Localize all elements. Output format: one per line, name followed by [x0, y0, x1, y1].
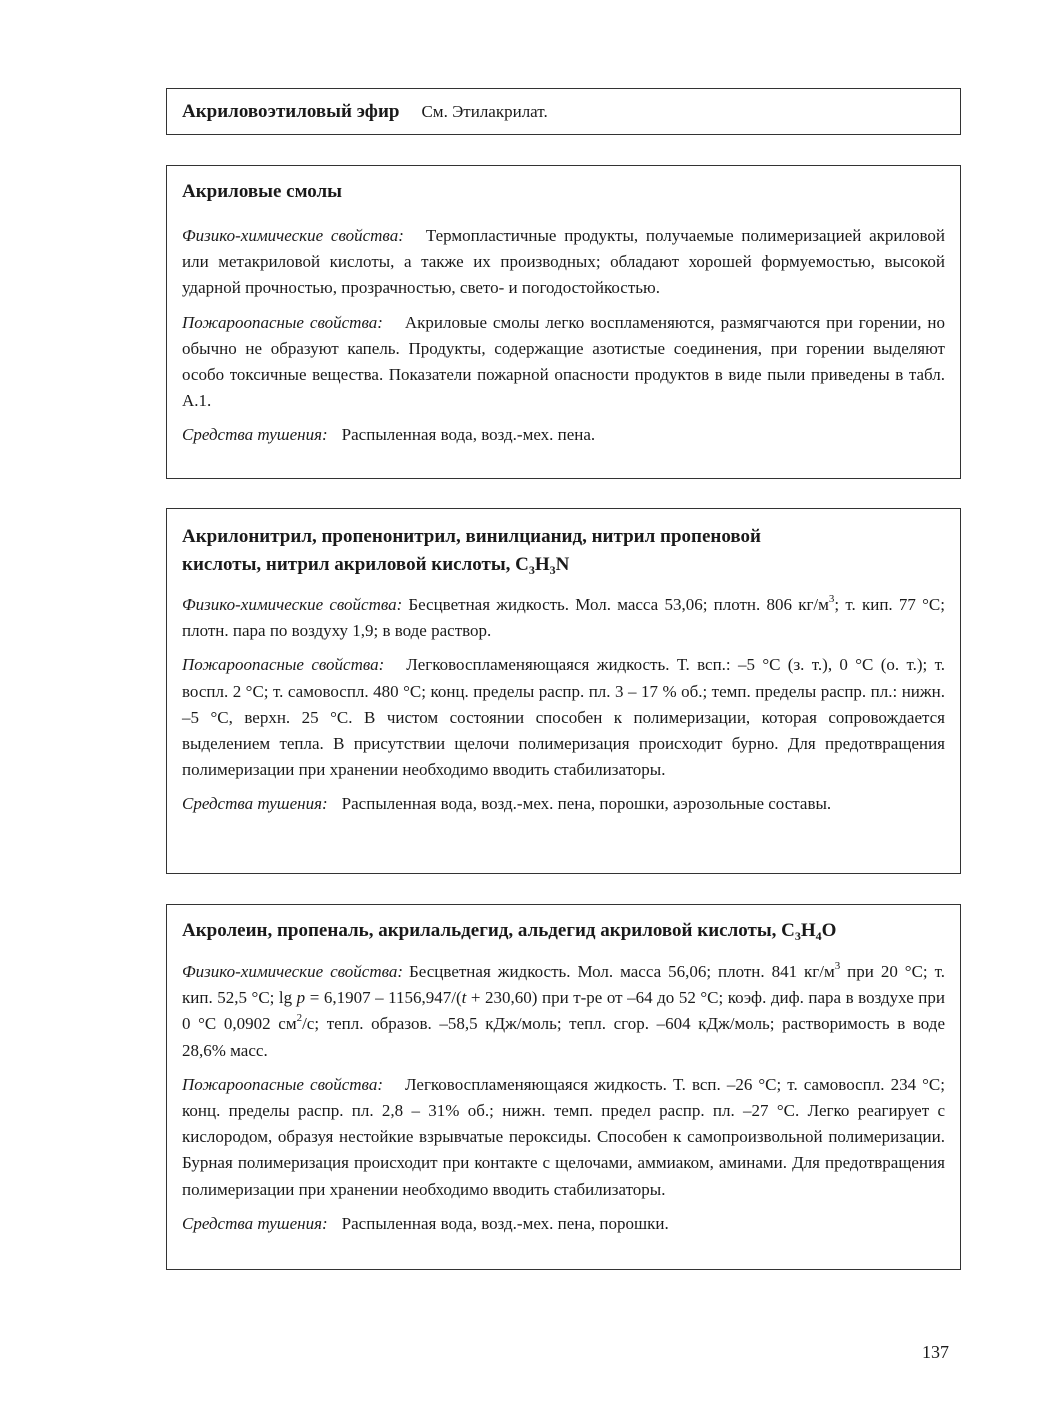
physchem-paragraph: [182, 592, 945, 644]
formula-subscript: 3: [794, 929, 801, 943]
physchem-label: Физико-химические свойства:: [182, 962, 404, 981]
extinguishing-label: Средства тушения:: [182, 425, 328, 445]
entry-acrolein: [166, 904, 961, 1270]
physchem-label: Физико-химические свойства:: [182, 595, 403, 614]
formula-subscript: 4: [815, 929, 822, 943]
fire-hazard-label: Пожароопасные свойства:: [182, 655, 385, 675]
physchem-text-cont: при 20 °С; т. кип. 52,5 °С; lg: [182, 962, 945, 1008]
physchem-text-cont: + 230,60) при т-ре от –64 до 52 °С; коэф. диф. пара в воздухе при 0 °С 0,0902 см: [182, 988, 946, 1034]
entry-acrylic-resins: [166, 165, 961, 479]
fire-hazard-text: Легковоспламеняющаяся жидкость. Т. всп. –26 °С; т. самовоспл. 234 °С; конц. пределы распр. пл. 2,8 – 31% об.; нижн. темп. предел распр. пл. –27 °С. Легко реагирует с кислородом, образуя нестойкие взрывчатые пероксиды. Способен к самопроизвольной полимеризации. Бурная полимеризация происходит при контакте с щелочами, аммиаком, аминами. Для предотвращения полимеризации при хранении необходимо вводить стабилизаторы.: [182, 1074, 945, 1199]
entry-acrylonitrile: [166, 508, 961, 874]
entry-title: Акриловоэтиловый эфир: [182, 101, 400, 122]
formula-element: N: [555, 554, 570, 575]
physchem-label: Физико-химические свойства:: [182, 226, 404, 245]
extinguishing-text: Распыленная вода, возд.-мех. пена, порошки, аэрозольные составы.: [341, 794, 832, 814]
extinguishing-text: Распыленная вода, возд.-мех. пена.: [341, 425, 596, 445]
page-number: 137: [922, 1342, 949, 1362]
physchem-text-cont: = 6,1907 – 1156,947/(: [305, 988, 462, 1008]
superscript: 3: [828, 593, 835, 605]
fire-hazard-label: Пожароопасные свойства:: [182, 312, 383, 332]
entry-title-line2: кислоты, нитрил акриловой кислоты, C: [182, 554, 529, 575]
fire-hazard-paragraph: [182, 1072, 945, 1203]
entry-title-line1: Акрилонитрил, пропенонитрил, винилцианид, нитрил пропеновой: [182, 526, 761, 547]
entry-title: [182, 917, 945, 945]
physchem-text: Бесцветная жидкость. Мол. масса 53,06; плотн. 806 кг/м: [408, 595, 829, 614]
formula-element: O: [821, 920, 837, 941]
fire-hazard-label: Пожароопасные свойства:: [182, 1074, 383, 1094]
physchem-text: Термопластичные продукты, получаемые полимеризацией акриловой или метакриловой кислоты, а также их производных; обладают хорошей формуемостью, высокой ударной прочностью, прозрачностью, свето- и погодостойкостью.: [182, 226, 945, 298]
formula-subscript: 3: [528, 563, 535, 577]
variable-t: t: [461, 988, 467, 1008]
see-also-reference: См. Этилакрилат.: [421, 102, 548, 121]
physchem-text: Бесцветная жидкость. Мол. масса 56,06; плотн. 841 кг/м: [409, 962, 835, 981]
extinguishing-paragraph: [182, 1211, 945, 1237]
entry-acrylic-ethyl-ether: [166, 88, 961, 135]
extinguishing-text: Распыленная вода, возд.-мех. пена, порошки.: [341, 1213, 669, 1233]
variable-p: p: [296, 988, 306, 1008]
extinguishing-paragraph: [182, 791, 945, 817]
fire-hazard-paragraph: [182, 310, 945, 415]
physchem-paragraph: [182, 223, 945, 302]
physchem-text-cont: /с; тепл. образов. –58,5 кДж/моль; тепл. сгор. –604 кДж/моль; растворимость в воде 28,6% масс.: [182, 1014, 945, 1060]
entry-title: [182, 523, 945, 579]
formula-element: H: [534, 554, 550, 575]
extinguishing-label: Средства тушения:: [182, 794, 328, 814]
superscript: 2: [296, 1012, 303, 1025]
fire-hazard-paragraph: [182, 652, 945, 783]
entry-title-text: Акролеин, пропеналь, акрилальдегид, альдегид акриловой кислоты, C: [182, 920, 795, 941]
fire-hazard-text: Легковоспламеняющаяся жидкость. Т. всп.: –5 °С (з. т.), 0 °С (о. т.); т. воспл. 2 °С; т. самовоспл. 480 °С; конц. пределы распр. пл. 3 – 17 % об.; темп. пределы распр. пл.: нижн. –5 °С, верхн. 25 °С. В чистом состоянии способен к полимеризации, которая сопровождается выделением тепла. В присутствии щелочи полимеризация происходит бурно. Для предотвращения полимеризации при хранении необходимо вводить стабилизаторы.: [182, 655, 945, 780]
physchem-text-cont: ; т. кип. 77 °С; плотн. пара по воздуху 1,9; в воде раствор.: [182, 595, 945, 641]
formula-subscript: 3: [549, 563, 556, 577]
entry-title: Акриловые смолы: [182, 181, 343, 202]
extinguishing-label: Средства тушения:: [182, 1213, 328, 1233]
extinguishing-paragraph: [182, 422, 945, 448]
superscript: 3: [834, 960, 841, 972]
fire-hazard-text: Акриловые смолы легко воспламеняются, размягчаются при горении, но обычно не образуют капель. Продукты, содержащие азотистые соединения, при горении выделяют особо токсичные вещества. Показатели пожарной опасности продуктов в виде пыли приведены в табл. А.1.: [182, 312, 945, 411]
physchem-paragraph: [182, 959, 945, 1064]
formula-element: H: [800, 920, 816, 941]
entry-title-line: [182, 98, 945, 126]
